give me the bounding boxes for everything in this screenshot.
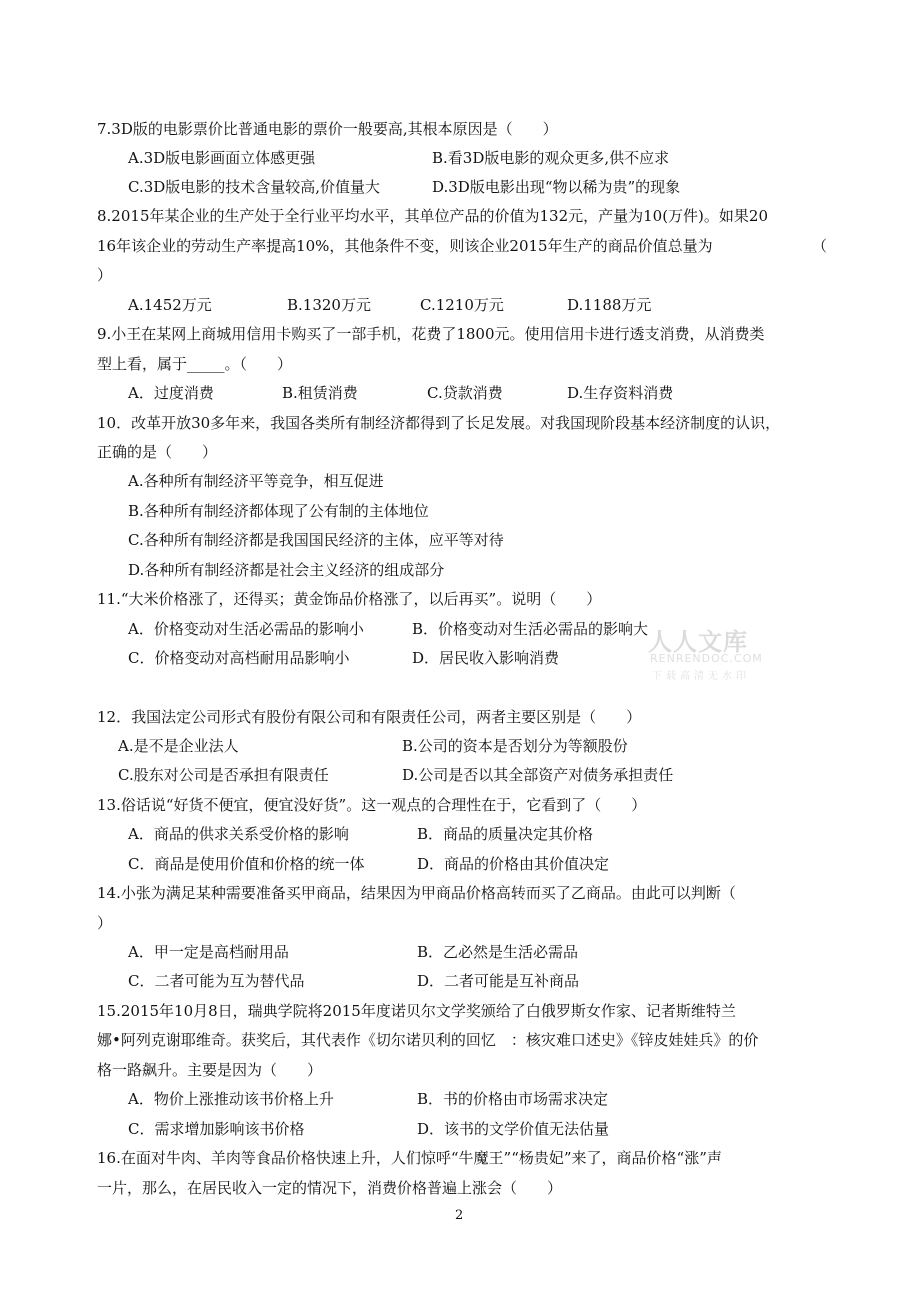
option-text: C．需求增加影响该书价格 [128, 1120, 305, 1138]
question-9-stem: 9.小王在某网上商城用信用卡购买了一部手机，花费了1800元。使用信用卡进行透支消费，从消费类 [97, 325, 765, 343]
question-15-stem-cont: 娜•阿列克谢耶维奇。获奖后，其代表作《切尔诺贝利的回忆 ：核灾难口述史》《锌皮娃娃兵》的价 [97, 1031, 759, 1049]
option-text: A.是不是企业法人 [118, 737, 239, 755]
option-text: D．该书的文学价值无法估量 [417, 1120, 610, 1138]
question-9-stem-cont: 型上看，属于_____。（ ） [97, 355, 293, 373]
option-text: B.各种所有制经济都体现了公有制的主体地位 [128, 502, 429, 520]
option-text: B．价格变动对生活必需品的影响大 [412, 620, 649, 638]
option-text: B.看3D版电影的观众更多,供不应求 [432, 149, 670, 167]
question-8-stem: 8.2015年某企业的生产处于全行业平均水平，其单位产品的价值为132元，产量为10(万件)。如果20 [97, 207, 768, 225]
option-text: A．商品的供求关系受价格的影响 [128, 825, 349, 843]
option-text: A．甲一定是高档耐用品 [128, 943, 289, 961]
watermark-logo: 人人文库 [648, 628, 748, 656]
question-7-stem: 7.3D版的电影票价比普通电影的票价一般要高,其根本原因是（ ） [97, 120, 558, 138]
question-11-stem: 11.“大米价格涨了，还得买；黄金饰品价格涨了，以后再买”。说明（ ） [97, 590, 602, 608]
question-16-stem: 16.在面对牛肉、羊肉等食品价格快速上升，人们惊呼“牛魔王”“杨贵妃”来了，商品价格“涨”声 [97, 1149, 722, 1167]
question-13-stem: 13.俗话说“好货不便宜，便宜没好货”。这一观点的合理性在于，它看到了（ ） [97, 796, 647, 814]
question-10-stem: 10．改革开放30多年来，我国各类所有制经济都得到了长足发展。对我国现阶段基本经济制度的认识， [97, 414, 781, 432]
option-text: A．物价上涨推动该书价格上升 [128, 1090, 334, 1108]
option-text: A.各种所有制经济平等竞争，相互促进 [128, 472, 384, 490]
option-text: C.股东对公司是否承担有限责任 [118, 766, 329, 784]
watermark [648, 622, 778, 684]
option-text: D．二者可能是互补商品 [417, 972, 580, 990]
option-text: C．价格变动对高档耐用品影响小 [128, 649, 350, 667]
option-text: B．商品的质量决定其价格 [417, 825, 594, 843]
question-8-stem-cont: 16年该企业的劳动生产率提高10%，其他条件不变，则该企业2015年生产的商品价值总量为 [97, 237, 713, 255]
option-text: D．商品的价格由其价值决定 [417, 855, 610, 873]
option-text: C．二者可能为互为替代品 [128, 972, 305, 990]
question-15-stem: 15.2015年10月8日，瑞典学院将2015年度诺贝尔文学奖颁给了白俄罗斯女作家、记者斯维特兰 [97, 1002, 736, 1020]
option-text: A．过度消费 [128, 384, 214, 402]
question-12-stem: 12．我国法定公司形式有股份有限公司和有限责任公司，两者主要区别是（ ） [97, 708, 642, 726]
page-number: 2 [455, 1208, 464, 1223]
answer-bracket-close: ） [97, 914, 113, 932]
option-text: C.1210万元 [420, 296, 504, 314]
question-16-stem-cont: 一片，那么，在居民收入一定的情况下，消费价格普遍上涨会（ ） [97, 1179, 563, 1197]
option-text: D.3D版电影出现“物以稀为贵”的现象 [432, 178, 681, 196]
option-text: D.各种所有制经济都是社会主义经济的组成部分 [128, 561, 445, 579]
option-text: A.1452万元 [128, 296, 212, 314]
option-text: D.公司是否以其全部资产对债务承担责任 [402, 766, 674, 784]
option-text: A．价格变动对生活必需品的影响小 [128, 620, 364, 638]
option-text: D．居民收入影响消费 [412, 649, 560, 667]
option-text: C.贷款消费 [427, 384, 503, 402]
option-text: C.各种所有制经济都是我国国民经济的主体，应平等对待 [128, 531, 504, 549]
option-text: C.3D版电影的技术含量较高,价值量大 [128, 178, 381, 196]
watermark-domain: RENRENDOC.COM [650, 652, 763, 665]
option-text: D.生存资料消费 [567, 384, 674, 402]
option-text: A.3D版电影画面立体感更强 [128, 149, 316, 167]
option-text: B．书的价格由市场需求决定 [417, 1090, 609, 1108]
option-text: D.1188万元 [567, 296, 652, 314]
watermark-tagline: 下载高清无水印 [652, 671, 750, 682]
option-text: B．乙必然是生活必需品 [417, 943, 579, 961]
option-text: B.公司的资本是否划分为等额股份 [402, 737, 628, 755]
answer-bracket-open: （ [812, 237, 828, 255]
option-text: B.1320万元 [287, 296, 371, 314]
answer-bracket-close: ） [97, 266, 113, 284]
option-text: C．商品是使用价值和价格的统一体 [128, 855, 365, 873]
question-15-stem-cont: 格一路飙升。主要是因为（ ） [97, 1061, 323, 1079]
question-10-stem-cont: 正确的是（ ） [97, 443, 218, 461]
question-14-stem: 14.小张为满足某种需要准备买甲商品，结果因为甲商品价格高转而买了乙商品。由此可以判断（ [97, 884, 736, 902]
option-text: B.租赁消费 [282, 384, 358, 402]
